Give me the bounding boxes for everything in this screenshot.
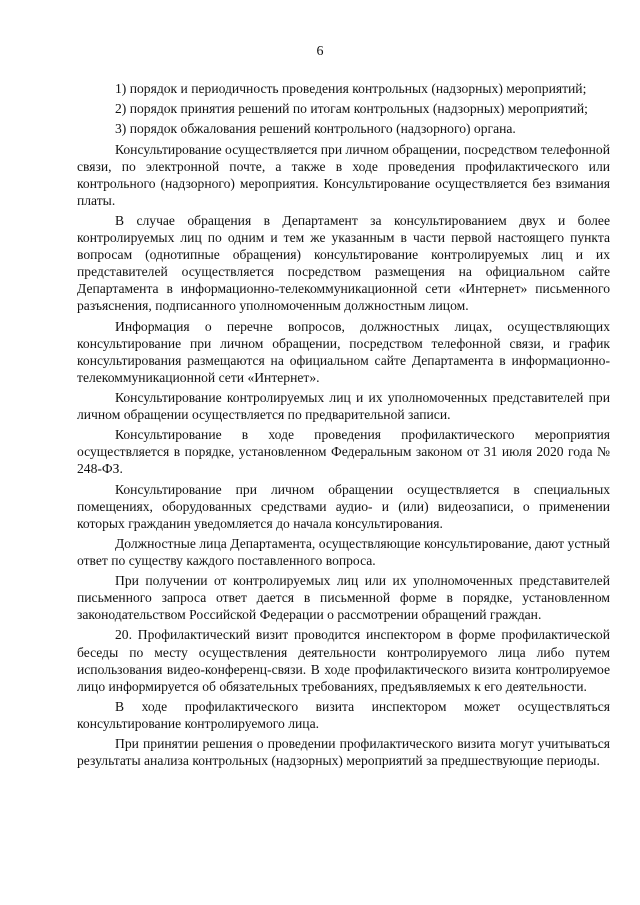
paragraph-prior-appointment: Консультирование контролируемых лиц и их уполномоченных представителей при личном обращении осуществляется по предварительной записи. bbox=[77, 389, 610, 422]
paragraph-multiple-requests: В случае обращения в Департамент за консультированием двух и более контролируемых лиц по одним и тем же указанным в части первой настоящего пункта вопросам (однотипные обращения) консультирование контролируемых лиц и их представителей осуществляется посредством размещения на официальном сайте Департамента в информационно-телекоммуникационной сети «Интернет» письменного разъяснения, подписанного уполномоченным должностным лицом. bbox=[77, 213, 610, 314]
list-item-3: 3) порядок обжалования решений контрольного (надзорного) органа. bbox=[115, 121, 516, 137]
paragraph-preventive-visit: 20. Профилактический визит проводится инспектором в форме профилактической беседы по месту осуществления деятельности контролируемого лица либо путем использования видео-конференц-связи. В ходе профилактического визита контролируемое лицо информируется об обязательных требованиях, предъявляемых к его деятельности. bbox=[77, 627, 610, 694]
paragraph-visit-decision: При принятии решения о проведении профилактического визита могут учитываться результаты анализа контрольных (надзорных) мероприятий за предшествующие периоды. bbox=[77, 736, 610, 769]
paragraph-consulting-methods: Консультирование осуществляется при личном обращении, посредством телефонной связи, по электронной почте, а также в ходе проведения профилактического или контрольного (надзорного) мероприятия. Консультирование осуществляется без взимания платы. bbox=[77, 141, 610, 208]
paragraph-recording-premises: Консультирование при личном обращении осуществляется в специальных помещениях, оборудованных средствами аудио- и (или) видеозаписи, о применении которых гражданин уведомляется до начала консультирования. bbox=[77, 481, 610, 531]
paragraph-visit-consulting: В ходе профилактического визита инспектором может осуществляться консультирование контролируемого лица. bbox=[77, 698, 610, 731]
paragraph-information-schedule: Информация о перечне вопросов, должностных лицах, осуществляющих консультирование при личном обращении, посредством телефонной связи, и график консультирования размещаются на официальном сайте Департамента в информационно-телекоммуникационной сети «Интернет». bbox=[77, 318, 610, 385]
paragraph-written-request: При получении от контролируемых лиц или их уполномоченных представителей письменного запроса ответ дается в письменной форме в порядке, установленном законодательством Российской Федерации о рассмотрении обращений граждан. bbox=[77, 573, 610, 623]
document-body bbox=[77, 80, 610, 772]
list-item-2: 2) порядок принятия решений по итогам контрольных (надзорных) мероприятий; bbox=[115, 101, 588, 117]
paragraph-preventive-consulting: Консультирование в ходе проведения профилактического мероприятия осуществляется в порядке, установленном Федеральным законом от 31 июля 2020 года № 248-ФЗ. bbox=[77, 427, 610, 477]
list-item-1: 1) порядок и периодичность проведения контрольных (надзорных) мероприятий; bbox=[115, 81, 587, 96]
page-number: 6 bbox=[316, 44, 324, 59]
paragraph-oral-answer: Должностные лица Департамента, осуществляющие консультирование, дают устный ответ по существу каждого поставленного вопроса. bbox=[77, 535, 610, 568]
